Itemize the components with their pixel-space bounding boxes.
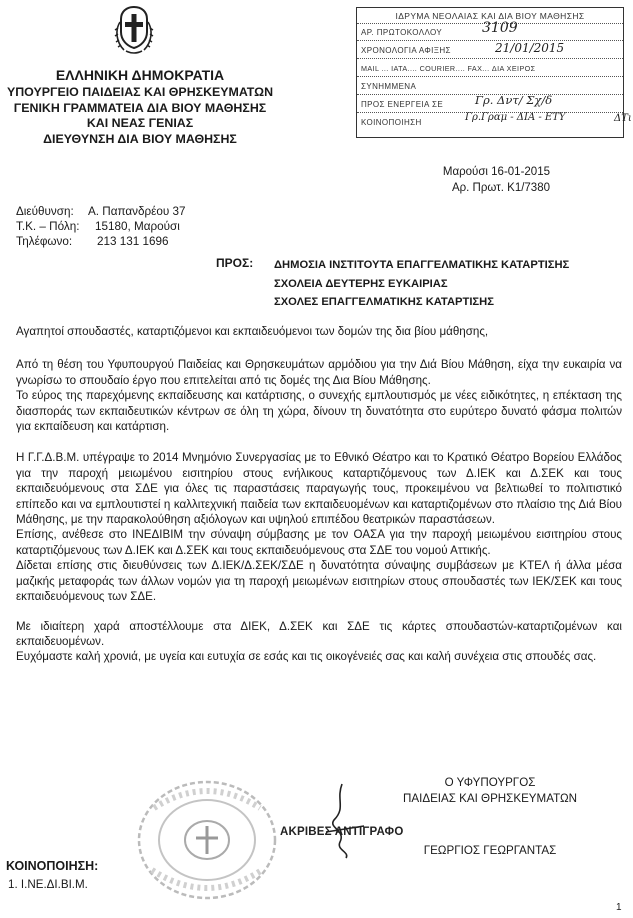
- signatory-name: ΓΕΩΡΓΙΟΣ ΓΕΩΡΓΑΝΤΑΣ: [423, 844, 557, 857]
- letter-body: [16, 324, 622, 665]
- stamp-row-institution: ΙΔΡΥΜΑ ΝΕΟΛΑΙΑΣ ΚΑΙ ΔΙΑ ΒΙΟΥ ΜΑΘΗΣΗΣ: [357, 8, 623, 24]
- signatory-title-line2: ΠΑΙΔΕΙΑΣ ΚΑΙ ΘΡΗΣΚΕΥΜΑΤΩΝ: [403, 792, 577, 805]
- paragraph-wishes: Ευχόμαστε καλή χρονιά, με υγεία και ευτυχία σε εσάς και τις οικογένειές σας και καλή συνέχεια στις σπουδές σας.: [16, 650, 597, 664]
- true-copy-stamp: ΑΚΡΙΒΕΣ ΑΝΤΙΓΡΑΦΟ: [280, 826, 404, 838]
- sender-address: [16, 204, 186, 250]
- city-label: Τ.Κ. – Πόλη:: [16, 220, 80, 234]
- phone-value: 213 131 1696: [97, 235, 169, 249]
- ministry-name: ΥΠΟΥΡΓΕΙΟ ΠΑΙΔΕΙΑΣ ΚΑΙ ΘΡΗΣΚΕΥΜΑΤΩΝ: [6, 85, 274, 100]
- stamp-row-protocol: ΑΡ. ΠΡΩΤΟΚΟΛΛΟΥ: [357, 25, 623, 41]
- secretariat-name: ΓΕΝΙΚΗ ΓΡΑΜΜΑΤΕΙΑ ΔΙΑ ΒΙΟΥ ΜΑΘΗΣΗΣ: [13, 100, 267, 115]
- paragraph-ktel: Δίδεται επίσης στις διευθύνσεις των Δ.ΙΕΚ/Δ.ΣΕΚ/ΣΔΕ η δυνατότητα σύναψης συμβάσεων με ΚΤΕΛ ή άλλα μέσα μαζικής μεταφοράς των άλλων νομών για τη παροχή μειωμένων εισιτηρίων στους σπουδαστές των ΙΕΚ/ΣΕΚ και τους εκπαιδευόμενους των ΣΔΕ.: [16, 559, 622, 604]
- paragraph-oasa: Επίσης, ανέθεσε στο ΙΝΕΔΙΒΙΜ την σύναψη σύμβασης με τον ΟΑΣΑ για την παροχή μειωμένου εισιτηρίου στους καταρτιζόμενους των Δ.ΙΕΚ και Δ.ΣΕΚ και τους εκπαιδευόμενους στα ΣΔΕ του νομού Αττικής.: [16, 528, 622, 557]
- street-label: Διεύθυνση:: [16, 205, 74, 218]
- protocol-stamp: [356, 7, 624, 138]
- stamp-row-notify: ΚΟΙΝΟΠΟΙΗΣΗ: [361, 118, 422, 127]
- recipient-item: ΣΧΟΛΕΙΑ ΔΕΥΤΕΡΗΣ ΕΥΚΑΙΡΙΑΣ: [274, 277, 448, 290]
- handwritten-signature-icon: [306, 780, 376, 860]
- address-city-line: [16, 219, 186, 234]
- paragraph-theatre: Η Γ.Γ.Δ.Β.Μ. υπέγραψε το 2014 Μνημόνιο Συνεργασίας με το Εθνικό Θέατρο και το Κρατικό Θέατρο Βορείου Ελλάδος για την παροχή μειωμένου εισιτηρίου στους ενήλικους καταρτιζόμενους των Δ.ΙΕΚ και Δ.ΣΕΚ και τους εκπαιδευόμενους στα ΣΔΕ για όλες τις παραστάσεις παραγωγής τους, προκειμένου να βελτιωθεί το πολιτιστικό επίπεδο και να εμπλουτιστεί η καλλιτεχνική παιδεία των εκπαιδευομένων και καταρτιζομένων στο πλαίσιο της Διά Βίου Μάθησης, με την παρακολούθηση αξιόλογων και υψηλού επιπέδου θεατρικών παραστάσεων.: [16, 451, 622, 527]
- handwritten-notify-tail: ΔΤι: [614, 113, 632, 124]
- phone-label: Τηλέφωνο:: [16, 235, 73, 249]
- paragraph-cards: Με ιδιαίτερη χαρά αποστέλλουμε στα ΔΙΕΚ, Δ.ΣΕΚ και ΣΔΕ τις κάρτες σπουδαστών-καταρτιζομένων και εκπαιδευομένων.: [16, 619, 622, 648]
- handwritten-protocol-number: 3109: [482, 20, 518, 36]
- greek-emblem-icon: [112, 4, 156, 56]
- stamp-row-arrival: ΧΡΟΝΟΛΟΓΙΑ ΑΦΙΞΗΣ: [357, 43, 623, 59]
- recipients-list: [274, 256, 569, 312]
- notification-label: ΚΟΙΝΟΠΟΙΗΣΗ:: [6, 859, 99, 873]
- handwritten-action: Γρ. Δντ/ Σχ/δ: [475, 93, 553, 107]
- recipients-label: ΠΡΟΣ:: [216, 256, 254, 270]
- letter-date: Μαρούσι 16-01-2015: [442, 166, 550, 178]
- signatory-title: [400, 775, 580, 807]
- stamp-row-delivery: MAIL ... ΙΑΤΑ.... COURIER.... FAX... ΔΙΑ ΧΕΙΡΟΣ: [357, 61, 623, 77]
- city-value: 15180, Μαρούσι: [95, 220, 180, 234]
- handwritten-notify: Γρ.Γραμ - ΔΙΑ - ΕΤΥ: [465, 112, 566, 123]
- paragraph-scope: Το εύρος της παρεχόμενης εκπαίδευσης και κατάρτισης, ο συνεχής εμπλουτισμός με νέες ειδικότητες, η επέκταση της διασποράς των εκπαιδευτικών κέντρων σε όλη τη χώρα, δίνουν τη δυνατότητα στο ευρύτερο δυνατό φάσμα πολιτών για εκπαίδευση και κατάρτιση.: [16, 389, 622, 434]
- ministry-header: [0, 68, 280, 147]
- recipient-item: ΣΧΟΛΕΣ ΕΠΑΓΓΕΛΜΑΤΙΚΗΣ ΚΑΤΑΡΤΙΣΗΣ: [274, 296, 494, 308]
- stamp-row-attachments: ΣΥΝΗΜΜΕΝΑ: [357, 79, 623, 95]
- page-number: 1: [616, 902, 622, 913]
- protocol-reference: Αρ. Πρωτ. Κ1/7380: [451, 181, 550, 194]
- stamp-row-action: ΠΡΟΣ ΕΝΕΡΓΕΙΑ ΣΕ: [357, 97, 623, 113]
- secretariat-name-cont: ΚΑΙ ΝΕΑΣ ΓΕΝΙΑΣ: [86, 116, 194, 131]
- recipient-item: ΔΗΜΟΣΙΑ ΙΝΣΤΙΤΟΥΤΑ ΕΠΑΓΓΕΛΜΑΤΙΚΗΣ ΚΑΤΑΡΤΙΣΗΣ: [274, 259, 570, 271]
- signatory-title-line1: Ο ΥΦΥΠΟΥΡΓΟΣ: [444, 776, 536, 789]
- notification-item: 1. Ι.ΝΕ.ΔΙ.ΒΙ.Μ.: [8, 878, 88, 891]
- street-value: Α. Παπανδρέου 37: [88, 205, 186, 218]
- handwritten-arrival-date: 21/01/2015: [495, 41, 565, 55]
- official-seal-icon: [134, 778, 280, 902]
- date-reference: [400, 165, 550, 196]
- republic-title: ΕΛΛΗΝΙΚΗ ΔΗΜΟΚΡΑΤΙΑ: [55, 67, 225, 83]
- paragraph-intro: Από τη θέση του Υφυπουργού Παιδείας και Θρησκευμάτων αρμόδιου για την Διά Βίου Μάθηση, είχα την ευκαιρία να γνωρίσω το σπουδαίο έργο που επιτελείται από τις δομές της Δια Βίου Μάθησης.: [16, 358, 622, 387]
- address-phone-line: [16, 234, 186, 249]
- address-street-line: [16, 204, 186, 219]
- greeting: Αγαπητοί σπουδαστές, καταρτιζόμενοι και εκπαιδευόμενοι των δομών της δια βίου μάθησης,: [16, 325, 489, 338]
- directorate-name: ΔΙΕΥΘΥΝΣΗ ΔΙΑ ΒΙΟΥ ΜΑΘΗΣΗΣ: [43, 131, 237, 146]
